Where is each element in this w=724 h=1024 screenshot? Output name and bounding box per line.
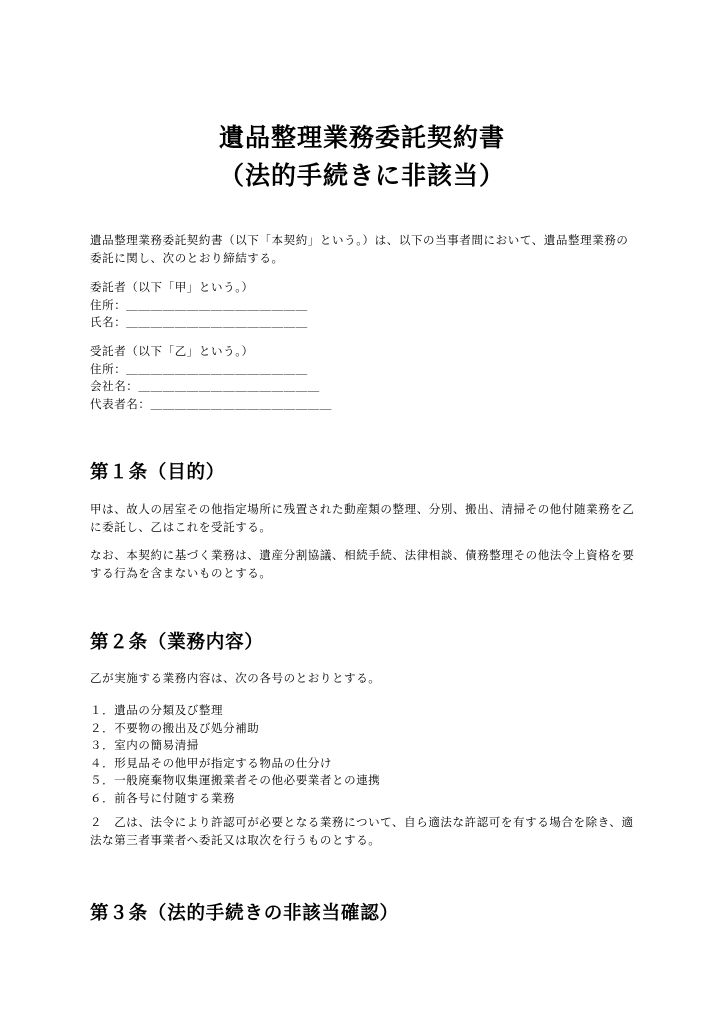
article-1-paragraph-2: [90, 547, 638, 582]
article-1-p1-line-1: 甲は、故人の居室その他指定場所に残置された動産類の整理、分別、搬出、清掃その他付随業務を乙: [90, 502, 635, 516]
contractor-block: [90, 343, 638, 413]
document-title: 遺品整理業務委託契約書: [218, 123, 505, 152]
intro-line-2: 委託に関し、次のとおり締結する。: [90, 250, 284, 265]
article-1-p2-line-1: なお、本契約に基づく業務は、遺産分割協議、相続手続、法律相談、債務整理その他法令上資格を要: [90, 548, 635, 562]
list-item: １．遺品の分類及び整理: [90, 703, 224, 717]
article-1-paragraph-1: [90, 501, 638, 536]
list-item: ５．一般廃棄物収集運搬業者その他必要業者との連携: [90, 773, 381, 787]
consignor-block: [90, 279, 638, 332]
article-1-heading: 第１条（目的）: [90, 462, 226, 483]
article-1-p2-line-2: する行為を含まないものとする。: [90, 565, 272, 580]
consignor-address-field: 住所：＿＿＿＿＿＿＿＿＿＿＿＿＿＿＿: [90, 297, 308, 312]
intro-paragraph: [90, 232, 638, 267]
contractor-company-field: 会社名：＿＿＿＿＿＿＿＿＿＿＿＿＿＿＿: [90, 379, 320, 393]
contractor-heading: 受託者（以下「乙」という。）: [90, 344, 254, 358]
article-2-item-list: [90, 702, 638, 807]
article-2-paragraph-2: [90, 814, 638, 849]
list-item: ４．形見品その他甲が指定する物品の仕分け: [90, 755, 332, 770]
list-item: ６．前各号に付随する業務: [90, 790, 236, 805]
article-2-lead: 乙が実施する業務内容は、次の各号のとおりとする。: [90, 671, 381, 685]
consignor-heading: 委託者（以下「甲」という。）: [90, 280, 254, 294]
intro-line-1: 遺品整理業務委託契約書（以下「本契約」という。）は、以下の当事者間において、遺品整理業務の: [90, 233, 629, 247]
article-2-heading: 第２条（業務内容）: [90, 632, 264, 653]
article-1-p1-line-2: に委託し、乙はこれを受託する。: [90, 519, 272, 534]
article-2-p2-line-2: 法な第三者事業者へ委託又は取次を行うものとする。: [90, 832, 381, 847]
article-2-p2-line-1: ２ 乙は、法令により許認可が必要となる業務について、自ら適法な許認可を有する場合を除き、適: [90, 815, 634, 829]
contractor-representative-field: 代表者名：＿＿＿＿＿＿＿＿＿＿＿＿＿＿＿: [90, 396, 332, 411]
contractor-address-field: 住所：＿＿＿＿＿＿＿＿＿＿＿＿＿＿＿: [90, 361, 308, 376]
article-3-heading: 第３条（法的手続きの非該当確認）: [90, 903, 399, 924]
list-item: ３．室内の簡易清掃: [90, 738, 199, 752]
document-subtitle: （法的手続きに非該当）: [218, 161, 505, 190]
list-item: ２．不要物の搬出及び処分補助: [90, 720, 260, 735]
consignor-name-field: 氏名：＿＿＿＿＿＿＿＿＿＿＿＿＿＿＿: [90, 315, 308, 329]
